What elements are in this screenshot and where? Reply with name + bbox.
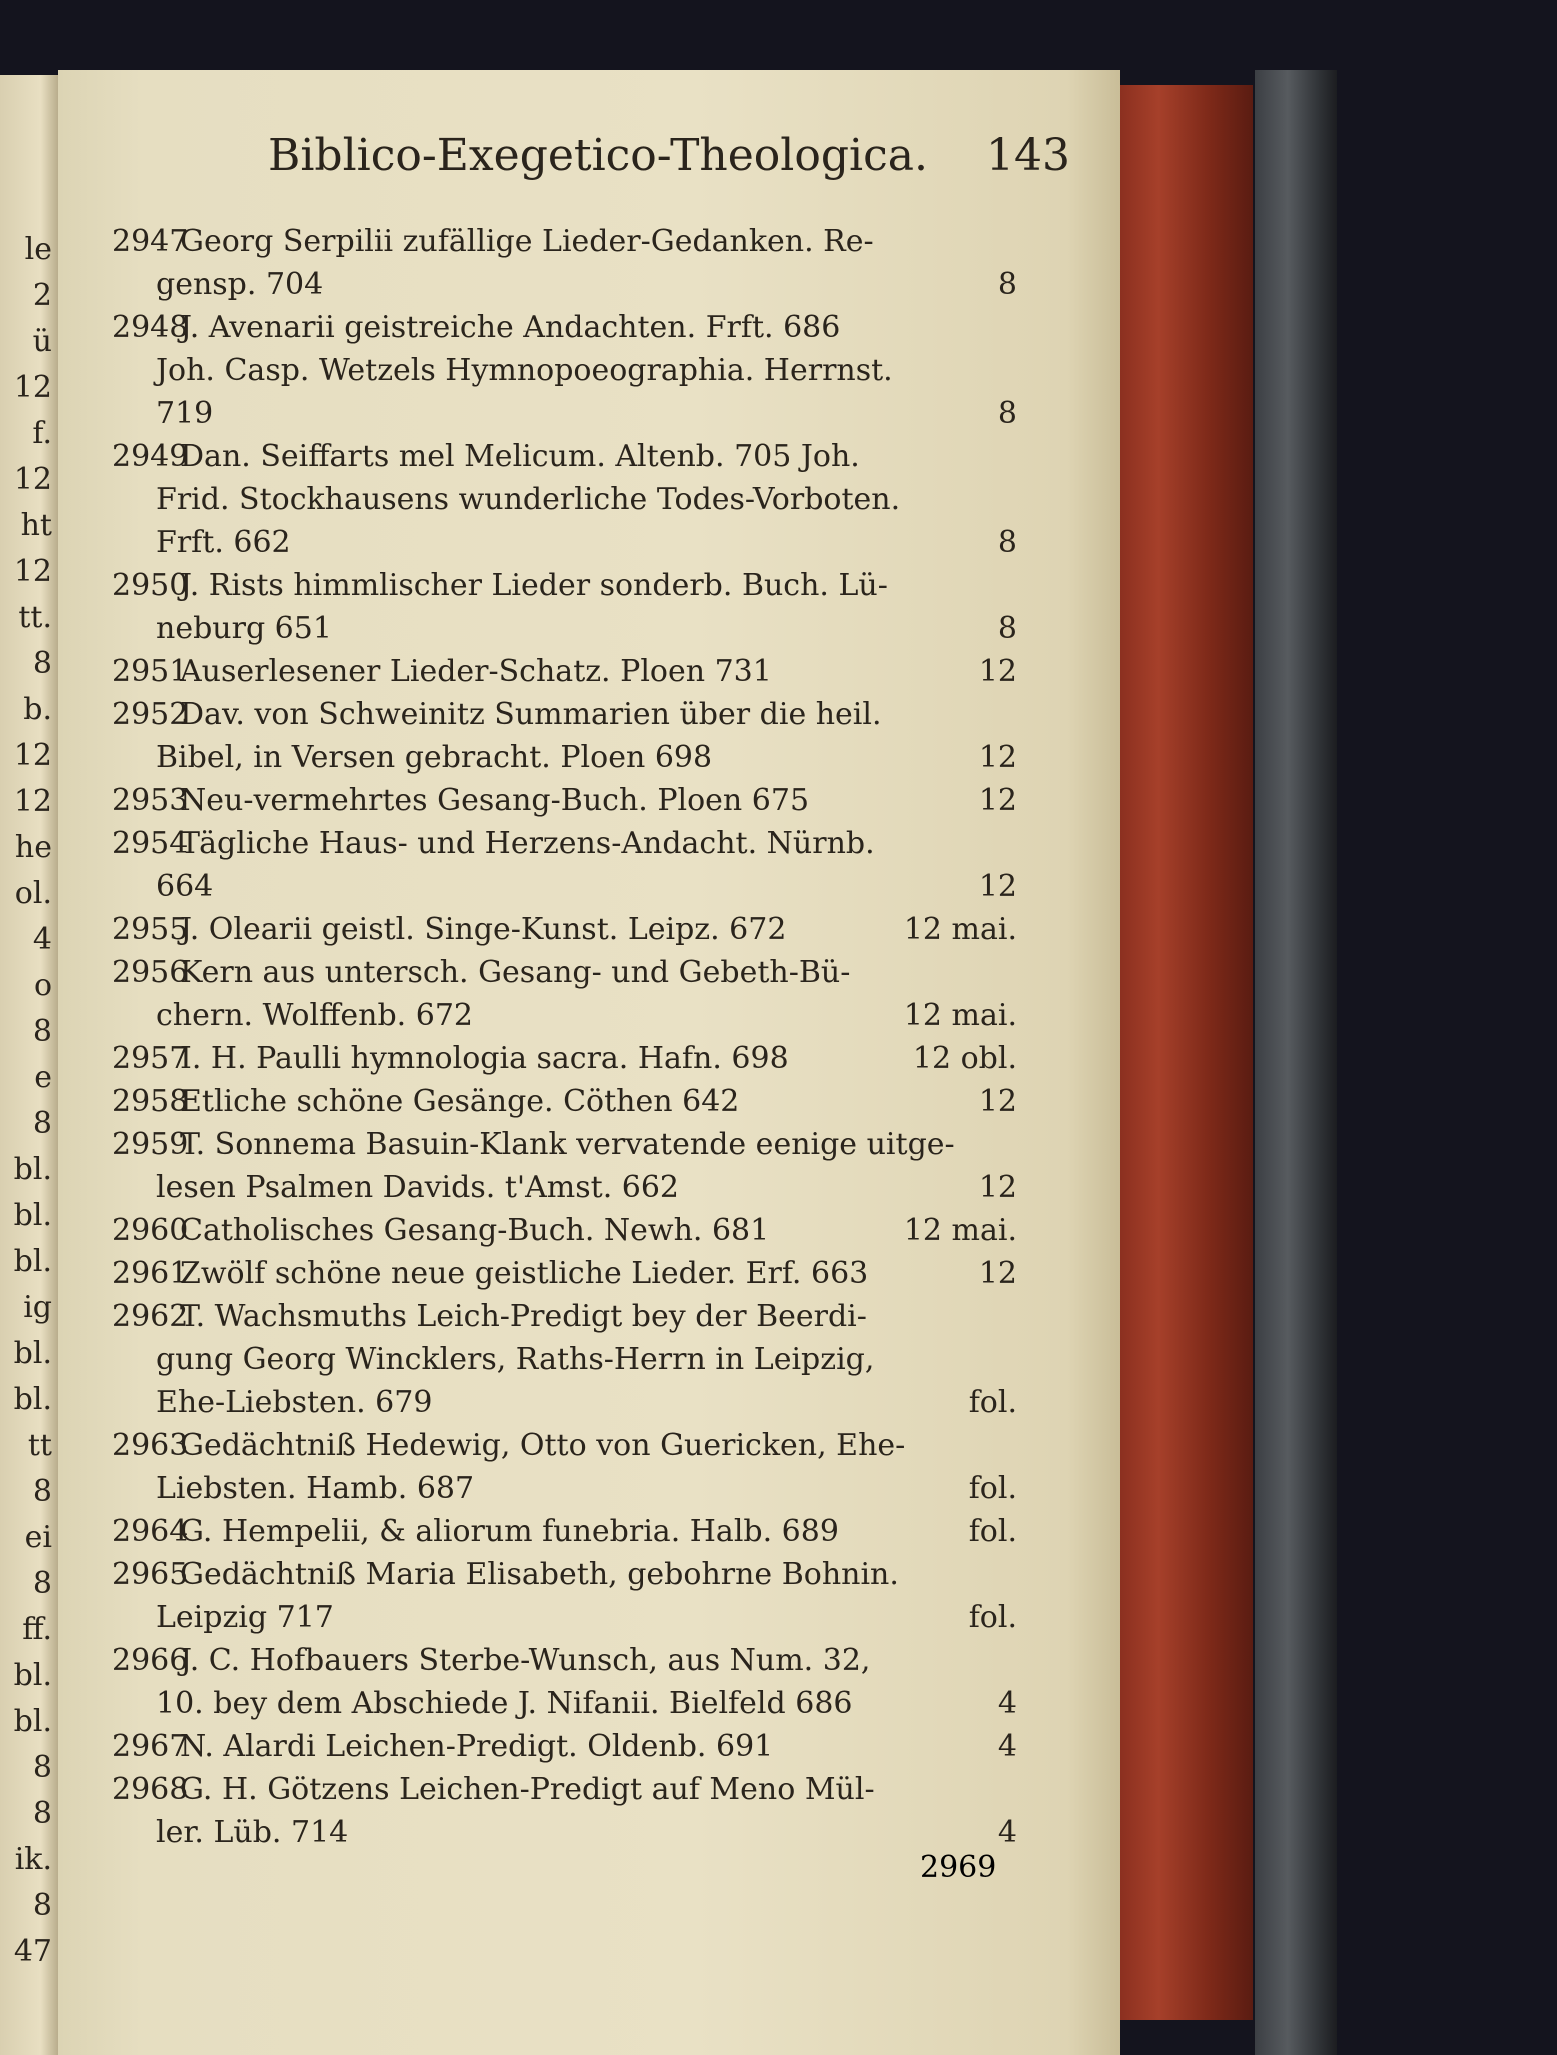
catalog-entry: [112, 908, 1017, 951]
catalog-entry-continuation: [112, 1596, 1017, 1639]
entry-text: J. Rists himmlischer Lieder sonderb. Buch. Lü-: [180, 568, 888, 603]
entry-number: 2965: [112, 1557, 189, 1592]
entry-number: 2966: [112, 1643, 189, 1678]
entry-number: 2963: [112, 1428, 189, 1463]
left-page-text-fragment: bl.: [13, 1336, 52, 1371]
running-title: Biblico-Exegetico-Theologica.: [268, 130, 928, 181]
left-page-text-fragment: 8: [32, 1014, 52, 1049]
entry-format: fol.: [968, 1471, 1017, 1506]
entry-format: fol.: [968, 1600, 1017, 1635]
catalog-entry: [112, 1510, 1017, 1553]
entry-format: 12: [978, 654, 1017, 689]
catalog-entry: [112, 1037, 1017, 1080]
catalog-entry: [112, 1252, 1017, 1295]
entry-number: 2960: [112, 1213, 189, 1248]
running-header: [268, 130, 1068, 200]
entry-format: 8: [997, 525, 1017, 560]
entry-format: 12: [978, 740, 1017, 775]
left-page-text-fragment: 12: [13, 784, 52, 819]
catalog-entry-continuation: [112, 1811, 1017, 1854]
catalog-entry-continuation: [112, 1166, 1017, 1209]
entry-number: 2968: [112, 1772, 189, 1807]
entry-text: Frid. Stockhausens wunderliche Todes-Vorboten.: [156, 482, 901, 517]
left-page-text-fragment: ff.: [22, 1612, 52, 1647]
catalog-entry: [112, 1209, 1017, 1252]
page-number: 143: [986, 130, 1070, 181]
entry-format: 12: [978, 1170, 1017, 1205]
entry-format: 12 mai.: [903, 1213, 1017, 1248]
entry-text: Catholisches Gesang-Buch. Newh. 681: [180, 1213, 770, 1248]
entry-list: [112, 220, 1017, 1854]
entry-format: 12 mai.: [903, 912, 1017, 947]
entry-format: 4: [997, 1729, 1017, 1764]
catalog-entry: [112, 822, 1017, 865]
catalog-entry: [112, 693, 1017, 736]
catalog-entry: [112, 1553, 1017, 1596]
catalog-entry-continuation: [112, 1682, 1017, 1725]
entry-text: N. Alardi Leichen-Predigt. Oldenb. 691: [180, 1729, 774, 1764]
catalog-entry: [112, 1768, 1017, 1811]
catalog-entry: [112, 1424, 1017, 1467]
catalog-entry: [112, 1725, 1017, 1768]
catalog-entry-continuation: [112, 736, 1017, 779]
entry-text: Kern aus untersch. Gesang- und Gebeth-Bü-: [180, 955, 851, 990]
entry-text: Zwölf schöne neue geistliche Lieder. Erf. 663: [180, 1256, 869, 1291]
entry-number: 2948: [112, 310, 189, 345]
entry-text: neburg 651: [156, 611, 332, 646]
entry-text: G. H. Götzens Leichen-Predigt auf Meno Mül-: [180, 1772, 875, 1807]
catchword: 2969: [920, 1850, 997, 1885]
entry-text: T. Sonnema Basuin-Klank vervatende eenige uitge-: [180, 1127, 955, 1162]
left-page-text-fragment: tt: [27, 1428, 52, 1463]
left-page-text-fragment: 8: [32, 1474, 52, 1509]
entry-text: Liebsten. Hamb. 687: [156, 1471, 475, 1506]
left-page-text-fragment: bl.: [13, 1244, 52, 1279]
entry-number: 2952: [112, 697, 189, 732]
catalog-entry: [112, 779, 1017, 822]
entry-format: 12: [978, 1256, 1017, 1291]
catalog-entry: [112, 951, 1017, 994]
catalog-entry: [112, 220, 1017, 263]
catalog-entry-continuation: [112, 1338, 1017, 1381]
entry-number: 2959: [112, 1127, 189, 1162]
entry-format: fol.: [968, 1385, 1017, 1420]
left-page-text-fragment: ik.: [14, 1842, 52, 1877]
entry-text: Joh. Casp. Wetzels Hymnopoeographia. Herrnst.: [156, 353, 893, 388]
entry-number: 2956: [112, 955, 189, 990]
catalog-entry: [112, 1123, 1017, 1166]
entry-number: 2967: [112, 1729, 189, 1764]
left-page-text-fragment: 8: [32, 646, 52, 681]
entry-format: 8: [997, 396, 1017, 431]
left-page-text-fragment: bl.: [13, 1382, 52, 1417]
catalog-entry: [112, 564, 1017, 607]
entry-number: 2951: [112, 654, 189, 689]
entry-number: 2961: [112, 1256, 189, 1291]
catalog-entry-continuation: [112, 607, 1017, 650]
catalog-entry-continuation: [112, 865, 1017, 908]
catalog-entry-continuation: [112, 478, 1017, 521]
left-page-text-fragment: bl.: [13, 1704, 52, 1739]
catalog-entry: [112, 435, 1017, 478]
left-page-text-fragment: 12: [13, 738, 52, 773]
entry-number: 2955: [112, 912, 189, 947]
catalog-entry-continuation: [112, 349, 1017, 392]
entry-text: ler. Lüb. 714: [156, 1815, 349, 1850]
entry-text: Frft. 662: [156, 525, 291, 560]
catalog-entry-continuation: [112, 392, 1017, 435]
entry-text: J. C. Hofbauers Sterbe-Wunsch, aus Num. 32,: [180, 1643, 871, 1678]
catalog-entry-continuation: [112, 1467, 1017, 1510]
catalog-entry-continuation: [112, 521, 1017, 564]
left-page-text-fragment: ei: [24, 1520, 52, 1555]
entry-text: gung Georg Wincklers, Raths-Herrn in Leipzig,: [156, 1342, 875, 1377]
entry-text: Auserlesener Lieder-Schatz. Ploen 731: [180, 654, 772, 689]
left-page-text-fragment: o: [33, 968, 52, 1003]
left-page-text-fragment: 12: [13, 370, 52, 405]
left-page-text-fragment: bl.: [13, 1152, 52, 1187]
left-page-text-fragment: 8: [32, 1750, 52, 1785]
catalog-entry-continuation: [112, 263, 1017, 306]
catalog-entry: [112, 1639, 1017, 1682]
entry-text: Georg Serpilii zufällige Lieder-Gedanken. Re-: [180, 224, 874, 259]
entry-format: 12: [978, 869, 1017, 904]
left-page-text-fragment: 4: [32, 922, 52, 957]
left-page-text-fragment: 12: [13, 462, 52, 497]
entry-number: 2964: [112, 1514, 189, 1549]
left-page-text-fragment: tt.: [18, 600, 52, 635]
entry-format: 4: [997, 1686, 1017, 1721]
entry-format: 4: [997, 1815, 1017, 1850]
entry-format: 12 obl.: [912, 1041, 1017, 1076]
entry-format: 12: [978, 1084, 1017, 1119]
page-edge: [1118, 85, 1253, 2020]
entry-format: fol.: [968, 1514, 1017, 1549]
entry-text: J. Olearii geistl. Singe-Kunst. Leipz. 672: [180, 912, 787, 947]
entry-format: 8: [997, 267, 1017, 302]
left-page-text-fragment: 8: [32, 1106, 52, 1141]
entry-text: Etliche schöne Gesänge. Cöthen 642: [180, 1084, 740, 1119]
left-page-text-fragment: b.: [23, 692, 52, 727]
entry-text: Gedächtniß Hedewig, Otto von Guericken, Ehe-: [180, 1428, 906, 1463]
entry-text: Neu-vermehrtes Gesang-Buch. Ploen 675: [180, 783, 810, 818]
left-page-text-fragment: e: [34, 1060, 52, 1095]
catalog-entry-continuation: [112, 1381, 1017, 1424]
entry-format: 12 mai.: [903, 998, 1017, 1033]
left-page-text-fragment: 8: [32, 1566, 52, 1601]
entry-text: 664: [156, 869, 214, 904]
entry-text: 719: [156, 396, 214, 431]
entry-text: Gedächtniß Maria Elisabeth, gebohrne Bohnin.: [180, 1557, 899, 1592]
book-cover: [1255, 70, 1337, 2055]
entry-text: Dan. Seiffarts mel Melicum. Altenb. 705 Joh.: [180, 439, 860, 474]
left-page-text-fragment: ü: [32, 324, 52, 359]
entry-format: 8: [997, 611, 1017, 646]
left-page-text-fragment: ol.: [14, 876, 52, 911]
entry-number: 2954: [112, 826, 189, 861]
entry-text: 10. bey dem Abschiede J. Nifanii. Bielfeld 686: [156, 1686, 853, 1721]
entry-text: lesen Psalmen Davids. t'Amst. 662: [156, 1170, 680, 1205]
entry-text: Leipzig 717: [156, 1600, 334, 1635]
left-page-text-fragment: 47: [13, 1934, 52, 1969]
entry-text: Tägliche Haus- und Herzens-Andacht. Nürnb.: [180, 826, 875, 861]
left-page-text-fragment: he: [14, 830, 52, 865]
entry-text: Bibel, in Versen gebracht. Ploen 698: [156, 740, 713, 775]
left-page-text-fragment: 12: [13, 554, 52, 589]
catalog-entry: [112, 1080, 1017, 1123]
catalog-entry: [112, 1295, 1017, 1338]
entry-text: J. Avenarii geistreiche Andachten. Frft. 686: [180, 310, 841, 345]
entry-number: 2957: [112, 1041, 189, 1076]
left-page-text-fragment: f.: [32, 416, 52, 451]
catalog-entry: [112, 306, 1017, 349]
left-page-text-fragment: 8: [32, 1888, 52, 1923]
left-page-text-fragment: le: [24, 232, 52, 267]
entry-text: gensp. 704: [156, 267, 324, 302]
entry-text: G. Hempelii, & aliorum funebria. Halb. 689: [180, 1514, 839, 1549]
left-page-text-fragment: 8: [32, 1796, 52, 1831]
entry-number: 2958: [112, 1084, 189, 1119]
entry-text: T. Wachsmuths Leich-Predigt bey der Beerdi-: [180, 1299, 867, 1334]
left-page-text-fragment: bl.: [13, 1198, 52, 1233]
catalog-entry-continuation: [112, 994, 1017, 1037]
entry-number: 2949: [112, 439, 189, 474]
entry-number: 2950: [112, 568, 189, 603]
entry-number: 2947: [112, 224, 189, 259]
left-page-text-fragment: ht: [20, 508, 52, 543]
entry-number: 2962: [112, 1299, 189, 1334]
left-page-text-fragment: bl.: [13, 1658, 52, 1693]
entry-text: chern. Wolffenb. 672: [156, 998, 473, 1033]
entry-number: 2953: [112, 783, 189, 818]
left-page-text-fragment: ig: [23, 1290, 52, 1325]
entry-text: I. H. Paulli hymnologia sacra. Hafn. 698: [180, 1041, 789, 1076]
left-page-edge: [0, 75, 58, 2055]
entry-text: Ehe-Liebsten. 679: [156, 1385, 433, 1420]
left-page-text-fragment: 2: [32, 278, 52, 313]
entry-format: 12: [978, 783, 1017, 818]
entry-text: Dav. von Schweinitz Summarien über die heil.: [180, 697, 882, 732]
catalog-entry: [112, 650, 1017, 693]
